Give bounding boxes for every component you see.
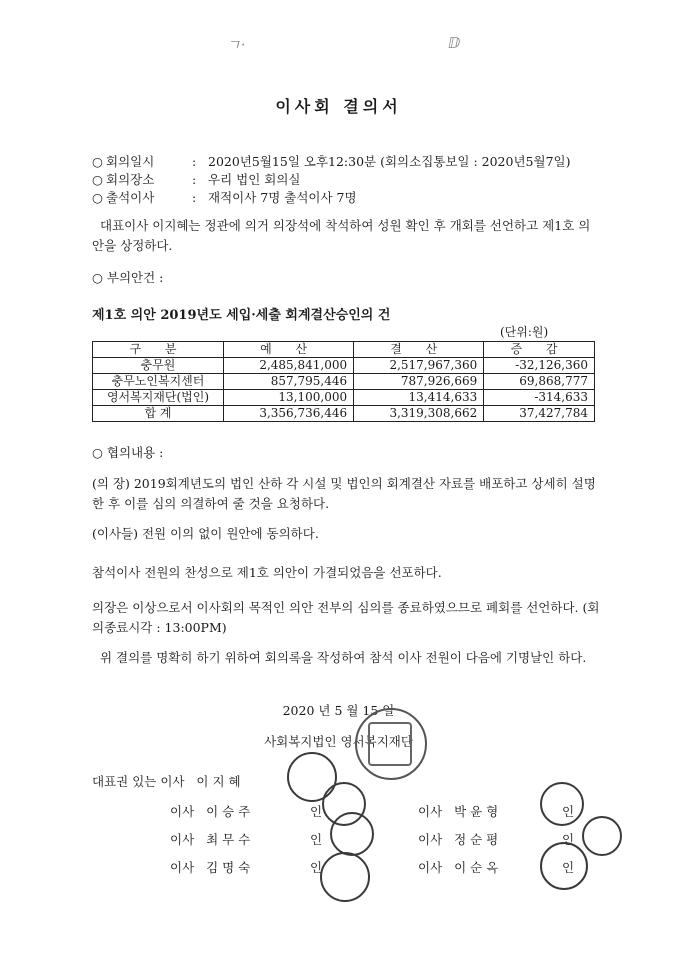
- agenda-header: ○ 부의안건 :: [92, 270, 164, 285]
- director-seal: [320, 852, 370, 902]
- corporation-name: 사회복지법인 영서복지재단: [264, 734, 413, 749]
- discussion-header: ○ 협의내용 :: [92, 445, 164, 460]
- header-category: 구 분: [93, 342, 224, 358]
- closing-statement: 의장은 이상으로서 이사회의 목적인 의안 전부의 심의를 종료하였으므로 폐회를 선언하다. (회의종료시각 : 13:00PM): [92, 600, 600, 635]
- director-seal: [330, 812, 374, 856]
- resolution-statement: 참석이사 전원의 찬성으로 제1호 의안이 가결되었음을 선포하다.: [92, 565, 442, 580]
- header-difference: 증 감: [484, 342, 595, 358]
- unit-label: (단위:원): [500, 325, 549, 339]
- table-header-row: [93, 342, 595, 358]
- signature-statement: 위 결의를 명확히 하기 위하여 회의록을 작성하여 참석 이사 전원이 다음에 기명날인 하다.: [100, 650, 587, 665]
- chair-statement: (의 장) 2019회계년도의 법인 산하 각 시설 및 법인의 회계결산 자료를 배포하고 상세히 설명한 후 이를 심의 의결하여 줄 것을 요청하다.: [92, 476, 596, 511]
- director-seal: [540, 782, 584, 826]
- directors-statement: (이사들) 전원 이의 없이 원안에 동의하다.: [92, 526, 319, 541]
- director-right-1-seal-mark: 인: [562, 804, 575, 819]
- director-right-3: 이사 이 순 옥: [418, 860, 499, 875]
- director-left-2: 이사 최 무 수: [170, 832, 251, 847]
- header-settlement: 결 산: [354, 342, 484, 358]
- info-meeting-date: ○ 회의일시 : 2020년5월15일 오후12:30분 (회의소집통보일 : 2020년5월7일): [92, 154, 571, 169]
- director-right-2: 이사 정 순 평: [418, 832, 499, 847]
- table-row: 충무노인복지센터 857,795,446 787,926,669 69,868,777: [93, 374, 595, 390]
- table-row: 충무원 2,485,841,000 2,517,967,360 -32,126,360: [93, 358, 595, 374]
- agenda-title: 제1호 의안 2019년도 세입·세출 회계결산승인의 건: [92, 308, 391, 323]
- chair-director: [92, 772, 241, 790]
- director-left-1-seal-mark: 인: [310, 804, 323, 819]
- header-budget: 예 산: [224, 342, 354, 358]
- director-right-3-seal-mark: 인: [562, 860, 575, 875]
- resolution-date: 2020 년 5 월 15 일: [282, 703, 395, 718]
- table-row: 영서복지재단(법인) 13,100,000 13,414,633 -314,633: [93, 390, 595, 406]
- director-left-3-seal-mark: 인: [310, 860, 323, 875]
- director-right-1: 이사 박 윤 형: [418, 804, 499, 819]
- chair-name: 이 지 혜: [196, 774, 241, 789]
- handwritten-mark: ⅅ: [448, 34, 461, 52]
- director-left-2-seal-mark: 인: [310, 832, 323, 847]
- intro-paragraph: 대표이사 이지혜는 정관에 의거 의장석에 착석하여 성원 확인 후 개회를 선언하고 제1호 의안을 상정하다.: [92, 218, 591, 253]
- handwritten-mark: ㄱ·: [226, 36, 246, 54]
- director-left-3: 이사 김 명 숙: [170, 860, 251, 875]
- director-seal: [582, 816, 622, 856]
- table-total-row: 합 계 3,356,736,446 3,319,308,662 37,427,784: [93, 406, 595, 422]
- document-title: 이사회 결의서: [275, 97, 402, 116]
- director-left-1: 이사 이 승 주: [170, 804, 251, 819]
- director-right-2-seal-mark: 인: [562, 832, 575, 847]
- info-meeting-place: ○ 회의장소 : 우리 법인 회의실: [92, 172, 301, 187]
- info-attendance: ○ 출석이사 : 재적이사 7명 출석이사 7명: [92, 190, 357, 205]
- director-seal: [540, 842, 588, 890]
- settlement-table: [92, 341, 595, 422]
- chair-role: 대표권 있는 이사: [92, 774, 185, 789]
- corporate-seal-inner: [368, 722, 412, 766]
